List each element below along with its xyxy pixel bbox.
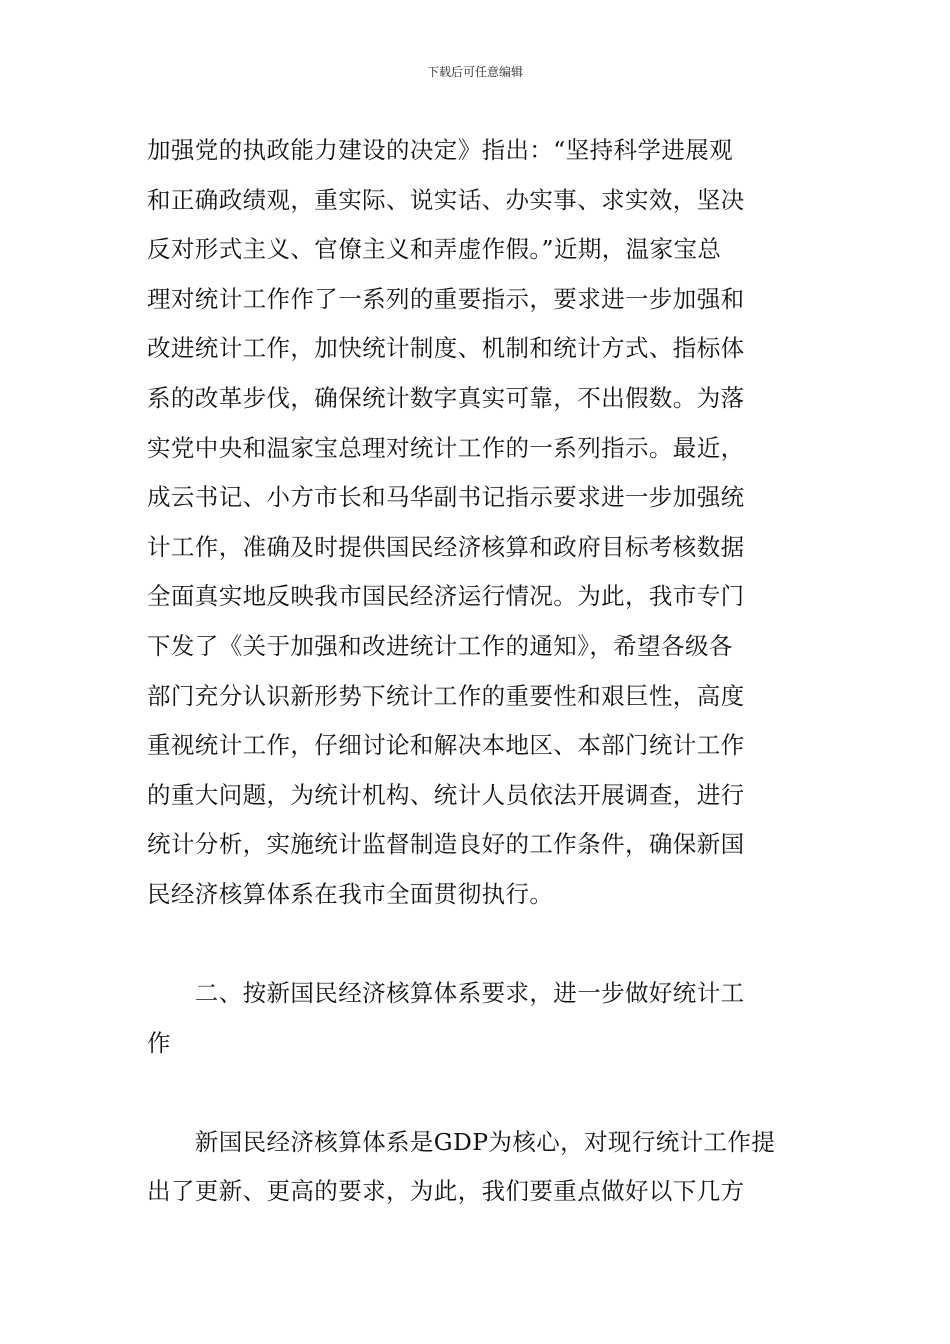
text-line: 计工作，准确及时提供国民经济核算和政府目标考核数据 <box>147 532 745 561</box>
heading-line: 二、按新国民经济核算体系要求，进一步做好统计工 <box>147 979 745 1008</box>
text-line: 统计分析，实施统计监督制造良好的工作条件，确保新国 <box>147 830 745 859</box>
text-line: 全面真实地反映我市国民经济运行情况。为此，我市专门 <box>147 582 745 611</box>
text-line: 新国民经济核算体系是GDP为核心，对现行统计工作提 <box>147 1127 776 1156</box>
paragraph-new-accounting-system <box>147 1118 807 1217</box>
text-line: 民经济核算体系在我市全面贯彻执行。 <box>147 879 554 908</box>
text-line: 的重大问题，为统计机构、统计人员依法开展调查，进行 <box>147 780 745 809</box>
text-line: 重视统计工作，仔细讨论和解决本地区、本部门统计工作 <box>147 731 745 760</box>
text-line: 成云书记、小方市长和马华副书记指示要求进一步加强统 <box>147 483 745 512</box>
text-line: 系的改革步伐，确保统计数字真实可靠，不出假数。为落 <box>147 383 745 412</box>
text-line: 理对统计工作作了一系列的重要指示，要求进一步加强和 <box>147 284 745 313</box>
paragraph-spacer <box>147 1068 807 1118</box>
text-line: 和正确政绩观，重实际、说实话、办实事、求实效，坚决 <box>147 185 745 214</box>
text-line: 实党中央和温家宝总理对统计工作的一系列指示。最近， <box>147 433 745 462</box>
heading-line: 作 <box>147 1028 171 1057</box>
text-line: 反对形式主义、官僚主义和弄虚作假。”近期，温家宝总 <box>147 235 722 264</box>
text-line: 加强党的执政能力建设的决定》指出：“坚持科学进展观 <box>147 136 734 164</box>
text-line: 改进统计工作，加快统计制度、机制和统计方式、指标体 <box>147 334 745 363</box>
text-line: 出了更新、更高的要求，为此，我们要重点做好以下几方 <box>147 1177 745 1206</box>
paragraph-party-building <box>147 126 807 920</box>
paragraph-spacer <box>147 920 807 970</box>
page-header: 下载后可任意编辑 <box>426 65 523 79</box>
document-body <box>147 126 807 1217</box>
text-line: 下发了《关于加强和改进统计工作的通知》，希望各级各 <box>147 631 733 660</box>
section-heading-2 <box>147 969 807 1068</box>
text-line: 部门充分认识新形势下统计工作的重要性和艰巨性，高度 <box>147 681 745 710</box>
